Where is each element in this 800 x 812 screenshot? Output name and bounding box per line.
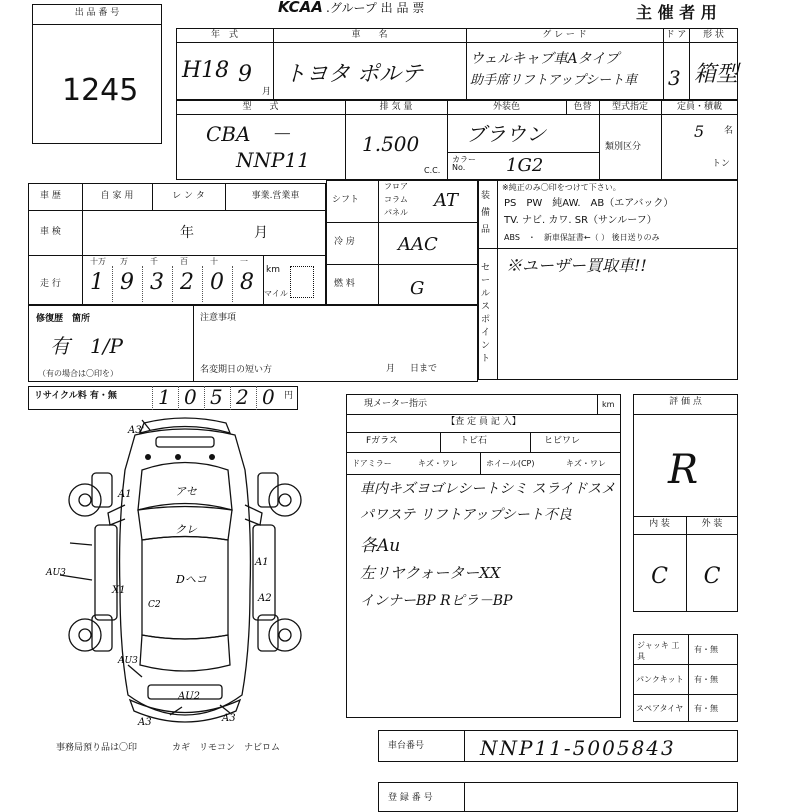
capacity-label: 定員・積載: [676, 102, 722, 112]
mark-left-rocker: AU3: [46, 568, 66, 578]
jack-label: ジャッキ 工 具: [637, 641, 688, 661]
repair-label: 修復歴 箇所: [36, 314, 91, 324]
wheel-label: ホイール(CP): [486, 459, 535, 468]
mark-rear-left-bumper: A3: [138, 717, 152, 728]
name-change-day: 日まで: [410, 364, 438, 374]
meter-km: km: [602, 400, 615, 409]
displacement-value: 1.500: [362, 132, 420, 156]
inspector-note: インナーBP Rピラ－BP: [360, 593, 513, 609]
exterior-color-label: 外装色: [492, 102, 520, 112]
history-block: [28, 183, 326, 305]
mark-roof: クレ: [175, 523, 197, 536]
inspection-label: 車 検: [40, 227, 61, 237]
grade-line-1: ウェルキャブ車Aタイプ: [470, 51, 619, 67]
mileage-separator: [202, 266, 203, 302]
doors-label: ド ア: [665, 30, 687, 40]
mile-label: マイル: [264, 289, 288, 298]
rating-label: 評 価 点: [669, 397, 702, 407]
recycle-separator: [152, 386, 153, 410]
mark-hood: アセ: [175, 485, 197, 498]
model-line-1: CBA －: [206, 122, 291, 146]
mile-checkbox[interactable]: [290, 266, 314, 298]
exterior-label: 外 装: [701, 519, 723, 529]
jack-value[interactable]: 有・無: [694, 645, 718, 654]
usage-rental: レ ン タ: [172, 191, 205, 201]
capacity-value: 5: [694, 122, 705, 141]
mirror-label: ドアミラー: [352, 459, 392, 468]
ton-unit: トン: [712, 159, 731, 169]
mark-rear-right: A3: [222, 713, 236, 724]
mark-front: A3': [128, 425, 145, 436]
mileage-unit: 一: [240, 257, 248, 266]
shift-panel: パネル: [384, 208, 408, 217]
usage-private: 自 家 用: [100, 191, 134, 201]
km-label: km: [266, 265, 280, 275]
model-label: 型 式: [242, 102, 279, 112]
recycle-separator: [256, 386, 257, 410]
capacity-unit: 名: [724, 126, 734, 136]
name-change-month: 月: [386, 364, 396, 374]
sales-point-text: ※ユーザー買取車!!: [506, 256, 647, 275]
mark-rear-left: AU3: [118, 656, 138, 666]
shift-value: AT: [434, 190, 459, 211]
vehicle-row-header-line: [176, 42, 738, 43]
mileage-separator: [232, 266, 233, 302]
grade-label: グ レ ー ド: [542, 30, 587, 40]
equipment-line-2: TV. ナビ. カワ. SR（サンルーフ）: [504, 215, 657, 226]
equipment-line-1: PS PW 純AW. AB（エアバック）: [504, 198, 674, 209]
glass-chip: トビ石: [460, 436, 488, 446]
class-label: 類別区分: [605, 142, 642, 152]
mark-right-rear: A2: [258, 593, 272, 604]
rating-score: R: [668, 447, 699, 493]
recycle-separator: [230, 386, 231, 410]
month-unit: 月: [262, 87, 272, 97]
inspector-header: 【査 定 員 記 入】: [446, 417, 521, 427]
items-label: 事務局預り品は〇印: [56, 743, 138, 753]
repair-note: （有の場合は〇印を）: [38, 369, 118, 378]
puncture-label: パンクキット: [636, 675, 684, 684]
mileage-digit: 8: [240, 270, 254, 295]
mark-left-front-fender: A1: [118, 489, 132, 500]
mileage-digit: 2: [180, 270, 194, 295]
lot-number: 1245: [62, 73, 139, 108]
cc-unit: C.C.: [424, 166, 441, 175]
equipment-block: [478, 180, 738, 380]
lot-number-divider: [32, 24, 162, 25]
equipment-note: ※純正のみ〇印をつけて下さい。: [502, 183, 621, 192]
equipment-line-3: ABS ・ 新車保証書←（ ） 後日送りのみ: [504, 233, 660, 242]
shape-label: 形 状: [703, 30, 724, 40]
puncture-value[interactable]: 有・無: [694, 675, 718, 684]
kcaa-logo: KCAA: [278, 0, 323, 16]
inspection-month: 月: [254, 225, 268, 241]
doors-value: 3: [668, 66, 681, 90]
group-title: .グループ 出 品 票: [326, 1, 425, 15]
mileage-unit: 万: [120, 257, 128, 266]
glass-crack: ヒビワレ: [544, 436, 581, 446]
name-change-label: 名変期日の短い方: [200, 365, 273, 375]
color-value: ブラウン: [466, 122, 546, 146]
mark-body-panel: Dヘコ: [176, 573, 207, 586]
mileage-unit: 十: [210, 257, 218, 266]
mileage-label: 走 行: [40, 279, 61, 289]
mileage-digit: 3: [150, 270, 164, 295]
recycle-yen: 円: [284, 391, 294, 401]
chassis-value: NNP11-5005843: [480, 736, 676, 760]
mileage-digit: 0: [210, 270, 224, 295]
mileage-unit: 十万: [90, 257, 106, 266]
spare-value[interactable]: 有・無: [694, 704, 718, 713]
shift-column: コラム: [384, 195, 408, 204]
recycle-digit: 1: [158, 385, 171, 409]
mark-rear-bumper: AU2: [178, 691, 201, 702]
recycle-label: リサイクル料 有・無: [34, 391, 117, 401]
organizer-label: 主 催 者 用: [636, 3, 717, 22]
mileage-separator: [172, 266, 173, 302]
registration-label: 登 録 番 号: [388, 793, 433, 803]
spare-label: スペアタイヤ: [636, 704, 684, 713]
mark-center: C2: [148, 600, 161, 610]
month-value: 9: [238, 62, 252, 87]
inspector-note: 車内キズヨゴレシートシミ スライドスメ: [360, 481, 616, 497]
year-label: 年 式: [210, 30, 238, 40]
chassis-label: 車台番号: [388, 741, 425, 751]
usage-label: 車 歴: [40, 191, 61, 201]
inspection-year: 年: [180, 225, 194, 241]
model-designation-label: 型式指定: [611, 102, 648, 112]
mark-left-door: X1: [112, 585, 126, 596]
mirror-value: キズ・ワレ: [418, 459, 458, 468]
mileage-unit: 百: [180, 257, 188, 266]
shift-floor: フロア: [384, 182, 408, 191]
meter-label: 現メーター指示: [364, 399, 428, 409]
mileage-digit: 9: [120, 270, 134, 295]
shift-label: シフト: [332, 195, 360, 205]
recycle-separator: [204, 386, 205, 410]
fuel-value: G: [410, 278, 425, 299]
displacement-label: 排 気 量: [379, 102, 413, 112]
color-no-value: 1G2: [506, 155, 544, 176]
inspector-note: 左リヤクォーターXX: [360, 564, 501, 582]
recycle-separator: [178, 386, 179, 410]
usage-business: 事業.営業車: [251, 191, 300, 201]
recycle-digit: 2: [236, 385, 249, 409]
interior-label: 内 装: [649, 519, 670, 529]
aircon-value: AAC: [398, 234, 438, 255]
shape-value: 箱型: [694, 62, 739, 87]
name-label: 車 名: [351, 30, 388, 40]
inspector-note: 各Au: [360, 536, 401, 556]
aircon-label: 冷 房: [334, 237, 355, 247]
paint-change-label: 色替: [573, 102, 592, 112]
lot-number-label: 出 品 番 号: [74, 8, 120, 18]
car-damage-diagram: [30, 415, 340, 740]
color-no-label: カラー No.: [452, 155, 476, 172]
inspector-note: パワステ リフトアップシート不良: [360, 507, 572, 523]
recycle-digit: 0: [262, 385, 275, 409]
fuel-label: 燃 料: [334, 279, 355, 289]
car-name: トヨタ ポルテ: [284, 62, 423, 87]
recycle-digit: 5: [210, 385, 223, 409]
sales-point-label: セールスポイント: [481, 263, 491, 364]
model-line-2: NNP11: [236, 148, 310, 172]
mileage-unit: 千: [150, 257, 158, 266]
mileage-separator: [142, 266, 143, 302]
glass-label: Fガラス: [366, 436, 398, 446]
mark-right-door: A1: [255, 557, 269, 568]
grade-line-2: 助手席リフトアップシート車: [470, 73, 638, 88]
caution-label: 注意事項: [200, 313, 237, 323]
items-list: カギ リモコン ナビロム: [172, 743, 281, 753]
year-value: H18: [182, 58, 230, 83]
equipment-label: 装 備 品: [481, 191, 491, 235]
wheel-value: キズ・ワレ: [566, 459, 606, 468]
mileage-separator: [112, 266, 113, 302]
recycle-digit: 0: [184, 385, 197, 409]
interior-score: C: [651, 564, 668, 589]
exterior-score: C: [703, 564, 721, 589]
mileage-digit: 1: [90, 270, 104, 295]
repair-value: 有 1/P: [50, 334, 123, 358]
